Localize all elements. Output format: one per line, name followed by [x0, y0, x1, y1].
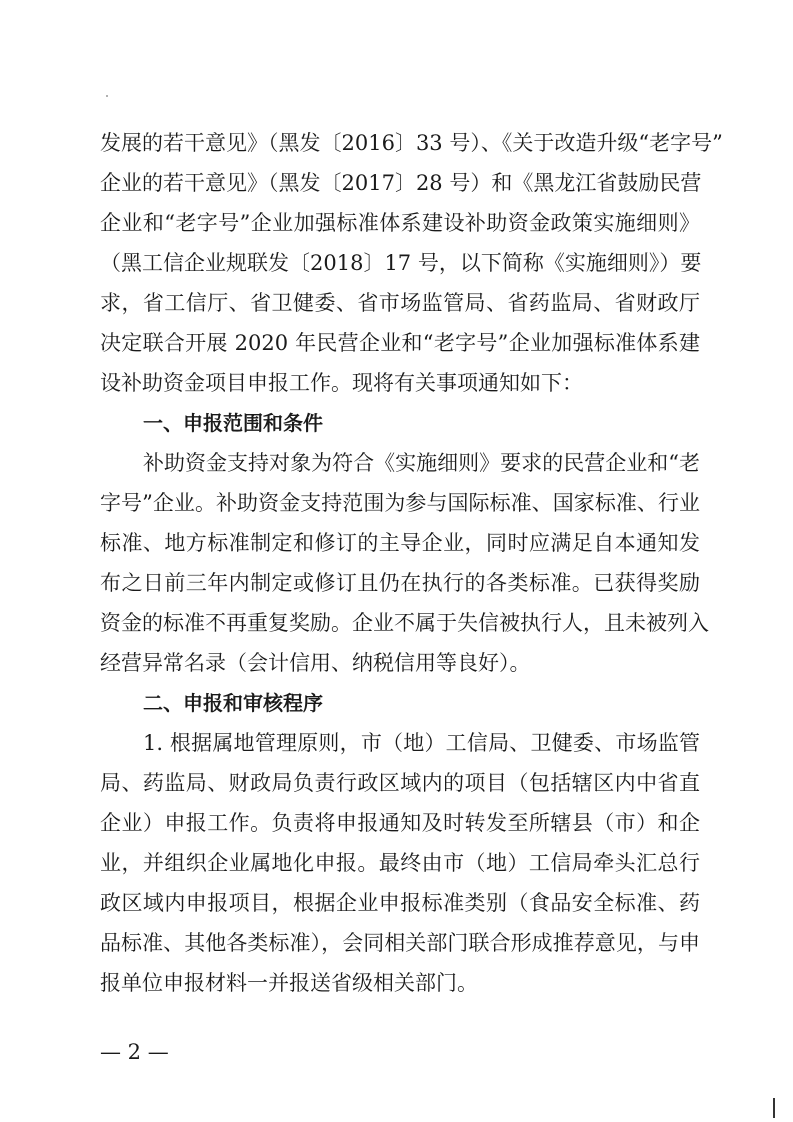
section-2-line: 企业）申报工作。负责将申报通知及时转发至所辖县（市）和企	[100, 811, 700, 835]
section-1-heading: 一、申报范围和条件	[143, 411, 323, 435]
section-1-line: 字号”企业。补助资金支持范围为参与国际标准、国家标准、行业	[100, 491, 700, 515]
section-1-line: 补助资金支持对象为符合《实施细则》要求的民营企业和“老	[143, 451, 700, 475]
section-2-line: 业，并组织企业属地化申报。最终由市（地）工信局牵头汇总行	[100, 851, 700, 875]
section-2-line: 品标准、其他各类标准），会同相关部门联合形成推荐意见，与申	[100, 931, 700, 955]
paragraph-line: （黑工信企业规联发〔2018〕17 号，以下简称《实施细则》）要	[100, 251, 702, 275]
paragraph-line: 企业的若干意见》（黑发〔2017〕28 号）和《黑龙江省鼓励民营	[100, 171, 702, 195]
section-2-line: 1. 根据属地管理原则，市（地）工信局、卫健委、市场监管	[143, 731, 700, 755]
paragraph-line: 发展的若干意见》（黑发〔2016〕33 号）、《关于改造升级“老字号”	[100, 131, 723, 155]
section-1-line: 标准、地方标准制定和修订的主导企业，同时应满足自本通知发	[100, 531, 700, 555]
section-2-line: 局、药监局、财政局负责行政区域内的项目（包括辖区内中省直	[100, 771, 700, 795]
scan-edge-mark	[773, 1098, 775, 1118]
section-1-line: 经营异常名录（会计信用、纳税信用等良好）。	[100, 651, 531, 675]
section-1-line: 资金的标准不再重复奖励。企业不属于失信被执行人，且未被列入	[100, 611, 709, 635]
paragraph-line: 设补助资金项目申报工作。现将有关事项通知如下：	[100, 371, 583, 395]
page-number: — 2 —	[100, 1040, 169, 1064]
section-1-line: 布之日前三年内制定或修订且仍在执行的各类标准。已获得奖励	[100, 571, 700, 595]
paragraph-line: 决定联合开展 2020 年民营企业和“老字号”企业加强标准体系建	[100, 331, 700, 355]
section-2-heading: 二、申报和审核程序	[143, 691, 323, 715]
paragraph-line: 企业和“老字号”企业加强标准体系建设补助资金政策实施细则》	[100, 211, 700, 235]
paragraph-line: 求，省工信厅、省卫健委、省市场监管局、省药监局、省财政厅	[100, 291, 700, 315]
section-2-line: 报单位申报材料一并报送省级相关部门。	[100, 971, 478, 995]
section-2-line: 政区域内申报项目，根据企业申报标准类别（食品安全标准、药	[100, 891, 700, 915]
scan-speck	[106, 95, 108, 97]
